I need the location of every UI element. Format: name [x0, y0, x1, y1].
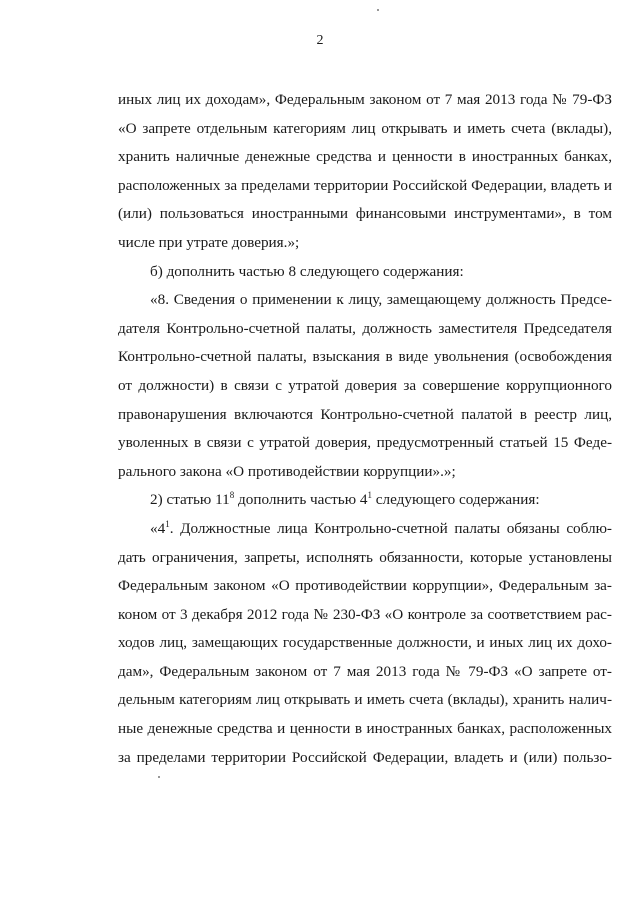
text-line: ходов лиц, замещающих государственные должности, и иных лиц их дохо- [118, 634, 612, 652]
text-line: «О запрете отдельным категориям лиц открывать и иметь счета (вклады), [118, 119, 612, 137]
text-line: рального закона «О противодействии коррупции».»; [118, 462, 456, 480]
text-line: коном от 3 декабря 2012 года № 230-ФЗ «О контроле за соответствием рас- [118, 605, 612, 623]
text-line [118, 515, 612, 544]
text-line: за пределами территории Российской Федерации, владеть и (или) пользо- [118, 748, 612, 766]
text-line: «8. Сведения о применении к лицу, замещающему должность Предсе- [150, 291, 612, 309]
text-line: дателя Контрольно-счетной палаты, должность заместителя Председателя [118, 319, 612, 337]
text-run: «4 [150, 519, 166, 537]
text-run: дополнить частью 4 [234, 491, 368, 509]
superscript: 1 [367, 490, 372, 501]
paragraph-1 [118, 86, 612, 258]
text-line [118, 486, 612, 515]
superscript: 1 [165, 518, 170, 529]
paragraph-part-4-1 [118, 515, 612, 772]
text-line: от должности) в связи с утратой доверия за совершение коррупционного [118, 376, 612, 394]
page-number: 2 [316, 33, 324, 48]
text-line: ные денежные средства и ценности в иностранных банках, расположенных [118, 720, 612, 738]
text-line: б) дополнить частью 8 следующего содержания: [150, 262, 464, 280]
text-line: (или) пользоваться иностранными финансовыми инструментами», в том [118, 205, 612, 223]
text-line: правонарушения включаются Контрольно-счетной палатой в реестр лиц, [118, 405, 612, 423]
text-line: дам», Федеральным законом от 7 мая 2013 года № 79-ФЗ «О запрете от- [118, 662, 612, 680]
scan-speck [158, 776, 160, 778]
paragraph-item-2 [118, 486, 612, 515]
text-line: дельным категориям лиц открывать и иметь счета (вклады), хранить налич- [118, 691, 612, 709]
document-body [118, 86, 612, 772]
text-line: дать ограничения, запреты, исполнять обязанности, которые установлены [118, 548, 612, 566]
text-line: Федеральным законом «О противодействии коррупции», Федеральным за- [118, 577, 612, 595]
paragraph-b [118, 258, 612, 287]
text-run: . Должностные лица Контрольно-счетной палаты обязаны соблю- [169, 519, 612, 537]
superscript: 8 [229, 490, 235, 501]
paragraph-part-8 [118, 286, 612, 486]
text-line: хранить наличные денежные средства и ценности в иностранных банках, [118, 148, 612, 166]
text-line: иных лиц их доходам», Федеральным законом от 7 мая 2013 года № 79-ФЗ [118, 91, 612, 108]
text-line: уволенных в связи с утратой доверия, предусмотренный статьей 15 Феде- [118, 434, 612, 452]
scan-speck [377, 9, 379, 11]
text-line: расположенных за пределами территории Российской Федерации, владеть и [118, 176, 612, 194]
text-line: Контрольно-счетной палаты, взыскания в виде увольнения (освобождения [118, 348, 612, 366]
text-run: следующего содержания: [371, 491, 540, 509]
text-line: числе при утрате доверия.»; [118, 233, 300, 251]
text-run: 2) статью 11 [150, 491, 230, 509]
